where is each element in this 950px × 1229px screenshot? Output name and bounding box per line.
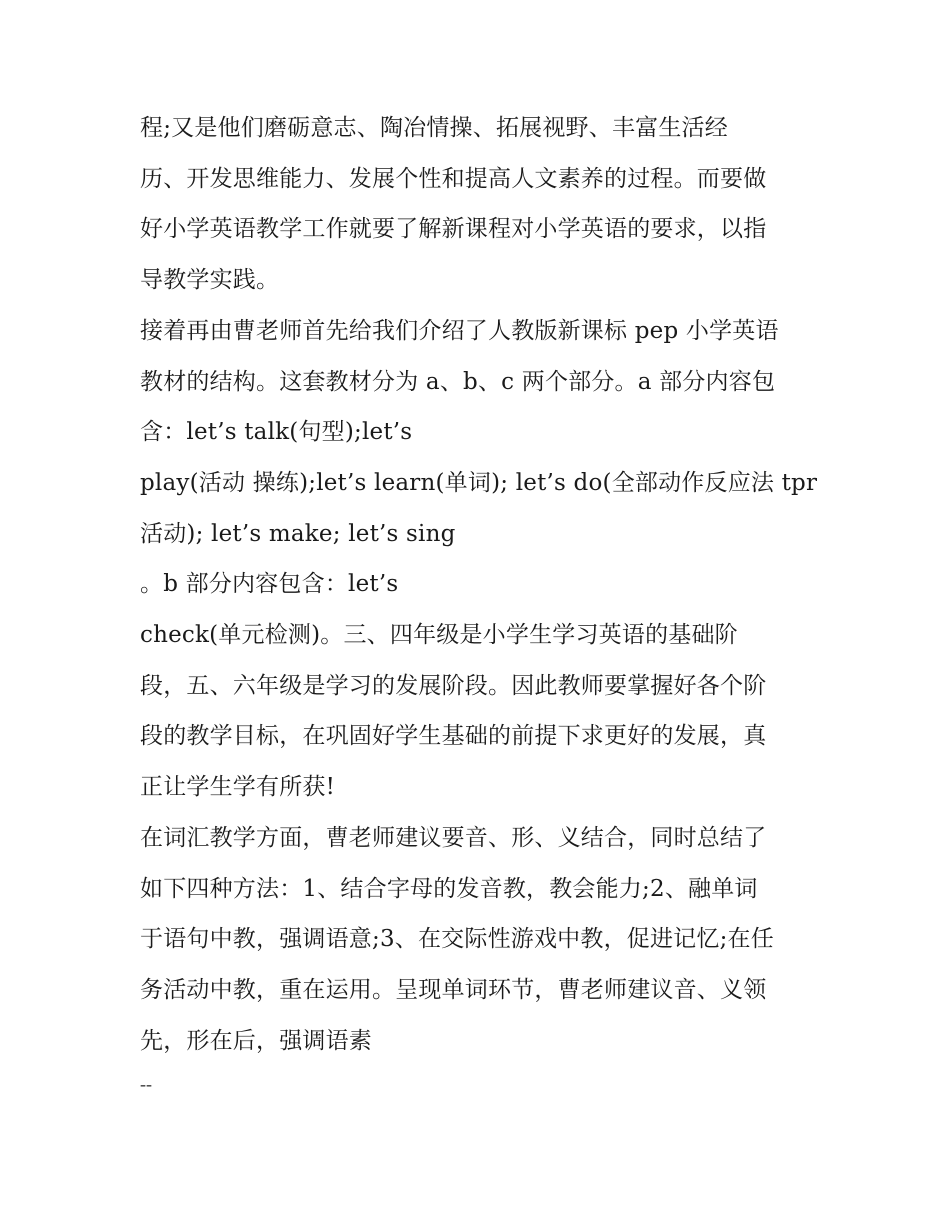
page-end-marker: --: [140, 1074, 152, 1095]
text-line: 活动); let’s make; let’s sing: [140, 520, 456, 547]
text-line: 务活动中教，重在运用。呈现单词环节，曹老师建议音、义领: [140, 976, 767, 1003]
document-body: [140, 103, 830, 1104]
text-line: 教材的结构。这套教材分为 a、b、c 两个部分。a 部分内容包: [140, 368, 776, 395]
text-line: check(单元检测)。三、四年级是小学生学习英语的基础阶: [140, 622, 738, 649]
text-line: 历、开发思维能力、发展个性和提高人文素养的过程。而要做: [140, 165, 767, 192]
text-line: 在词汇教学方面，曹老师建议要音、形、义结合，同时总结了: [140, 824, 767, 851]
text-line: 段，五、六年级是学习的发展阶段。因此教师要掌握好各个阶: [140, 672, 767, 699]
text-line: 程;又是他们磨砺意志、陶冶情操、拓展视野、丰富生活经: [140, 115, 728, 141]
text-line: 。b 部分内容包含：let’s: [140, 571, 399, 598]
text-line: 正让学生学有所获!: [140, 774, 336, 801]
text-line: 导教学实践。: [140, 267, 280, 294]
text-line: 于语句中教，强调语意;3、在交际性游戏中教，促进记忆;在任: [140, 926, 774, 953]
text-line: 含：let’s talk(句型);let’s: [140, 419, 413, 446]
text-line: 先，形在后，强调语素: [140, 1027, 372, 1054]
text-line: 段的教学目标，在巩固好学生基础的前提下求更好的发展，真: [140, 723, 767, 750]
text-line: 如下四种方法：1、结合字母的发音教，教会能力;2、融单词: [140, 875, 758, 902]
text-line: 好小学英语教学工作就要了解新课程对小学英语的要求，以指: [140, 216, 767, 243]
text-line: play(活动 操练);let’s learn(单词); let’s do(全部动作反应法 tpr: [140, 469, 818, 496]
text-line: 接着再由曹老师首先给我们介绍了人教版新课标 pep 小学英语: [140, 317, 779, 344]
